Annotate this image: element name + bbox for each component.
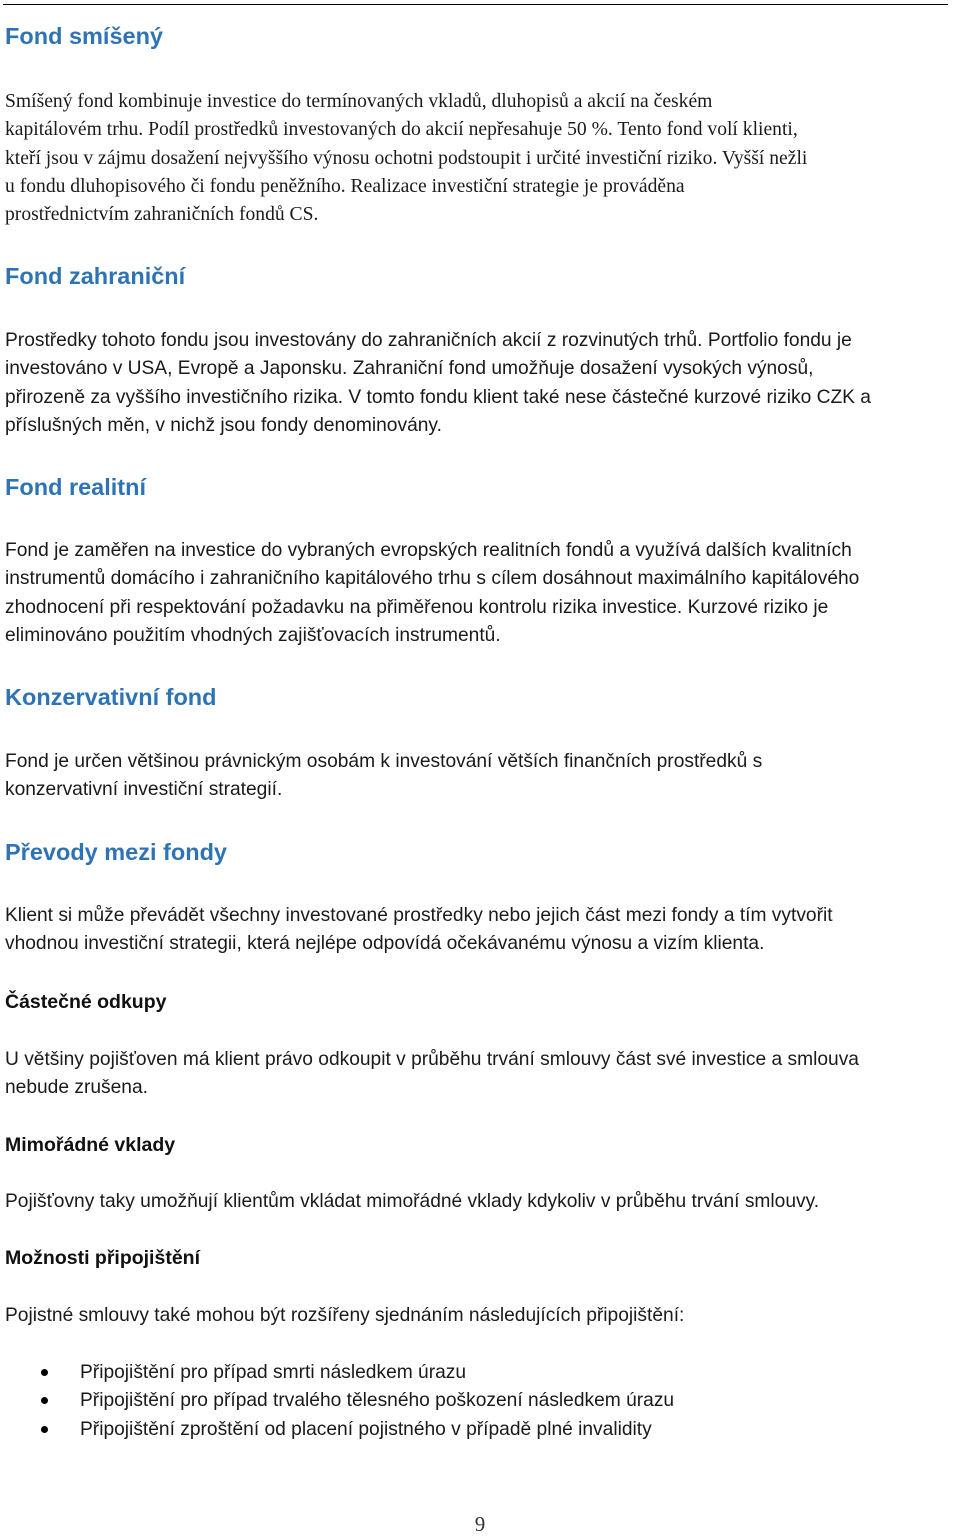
text-line: konzervativní investiční strategií. (5, 779, 283, 801)
list-item (5, 1387, 960, 1415)
heading-fond-realitni: Fond realitní (5, 474, 146, 500)
paragraph-konzervativni-fond (5, 748, 960, 805)
heading-mimoradne-vklady: Mimořádné vklady (5, 1134, 176, 1156)
text-line: kapitálovém trhu. Podíl prostředků investovaných do akcií nepřesahuje 50 %. Tento fond volí klienti, (5, 119, 798, 141)
text-line: přirozeně za vyššího investičního rizika. V tomto fondu klient také nese částečné kurzové riziko CZK a (5, 386, 871, 408)
bullet-list-pripojisteni (5, 1359, 960, 1444)
bullet-icon (41, 1426, 48, 1433)
text-line: investováno v USA, Evropě a Japonsku. Zahraniční fond umožňuje dosažení vysokých výnosů, (5, 358, 814, 380)
text-line: Fond je určen většinou právnickým osobám k investování větších finančních prostředků s (5, 751, 763, 772)
heading-castecne-odkupy: Částečné odkupy (5, 991, 167, 1013)
heading-prevody-mezi-fondy: Převody mezi fondy (5, 839, 227, 865)
text-line: Pojišťovny taky umožňují klientům vkládat mimořádné vklady kdykoliv v průběhu trvání smlouvy. (5, 1191, 820, 1212)
text-line: zhodnocení při respektování požadavku na přiměřenou kontrolu rizika investice. Kurzové riziko je (5, 596, 829, 618)
text-line: Prostředky tohoto fondu jsou investovány do zahraničních akcií z rozvinutých trhů. Portfolio fondu je (5, 330, 852, 351)
paragraph-fond-realitni (5, 537, 960, 650)
heading-konzervativni-fond: Konzervativní fond (5, 684, 217, 710)
page-number: 9 (474, 1512, 486, 1536)
header-rule (3, 4, 948, 5)
bullet-icon (41, 1397, 48, 1404)
paragraph-moznosti-pripojisteni (5, 1302, 960, 1330)
list-item-text: Připojištění pro případ trvalého tělesného poškození následkem úrazu (80, 1390, 675, 1412)
text-line: kteří jsou v zájmu dosažení nejvyššího výnosu ochotni podstoupit i určité investiční riziko. Vyšší nežli (5, 147, 808, 169)
paragraph-mimoradne-vklady (5, 1188, 960, 1216)
heading-fond-smiseny: Fond smíšený (5, 23, 164, 49)
paragraph-castecne-odkupy (5, 1046, 960, 1103)
list-item (5, 1416, 960, 1444)
text-line: příslušných měn, v nichž jsou fondy denominovány. (5, 414, 442, 436)
text-line: instrumentů domácího i zahraničního kapitálového trhu s cílem dosáhnout maximálního kapitálového (5, 568, 860, 590)
list-item (5, 1359, 960, 1387)
paragraph-fond-zahranicni (5, 327, 960, 440)
paragraph-prevody-mezi-fondy (5, 902, 960, 959)
text-line: prostřednictvím zahraničních fondů CS. (5, 204, 319, 226)
text-line: U většiny pojišťoven má klient právo odkoupit v průběhu trvání smlouvy část své investice a smlouva (5, 1049, 859, 1070)
text-line: nebude zrušena. (5, 1077, 148, 1099)
text-line: Smíšený fond kombinuje investice do termínovaných vkladů, dluhopisů a akcií na českém (5, 91, 713, 112)
bullet-icon (41, 1369, 48, 1376)
text-line: Pojistné smlouvy také mohou být rozšířeny sjednáním následujících připojištění: (5, 1305, 685, 1326)
list-item-text: Připojištění zproštění od placení pojistného v případě plné invalidity (80, 1418, 652, 1440)
text-line: eliminováno použitím vhodných zajišťovacích instrumentů. (5, 624, 501, 646)
text-line: vhodnou investiční strategii, která nejlépe odpovídá očekávanému výnosu a vizím klienta. (5, 933, 765, 955)
list-item-text: Připojištění pro případ smrti následkem úrazu (80, 1362, 467, 1383)
paragraph-fond-smiseny (5, 88, 960, 229)
heading-fond-zahranicni: Fond zahraniční (5, 263, 186, 289)
text-line: Klient si může převádět všechny investované prostředky nebo jejich část mezi fondy a tím vytvořit (5, 905, 833, 926)
heading-moznosti-pripojisteni: Možnosti připojištění (5, 1247, 200, 1269)
text-line: Fond je zaměřen na investice do vybraných evropských realitních fondů a využívá dalších kvalitních (5, 540, 852, 561)
text-line: u fondu dluhopisového či fondu peněžního. Realizace investiční strategie je prováděna (5, 175, 685, 197)
